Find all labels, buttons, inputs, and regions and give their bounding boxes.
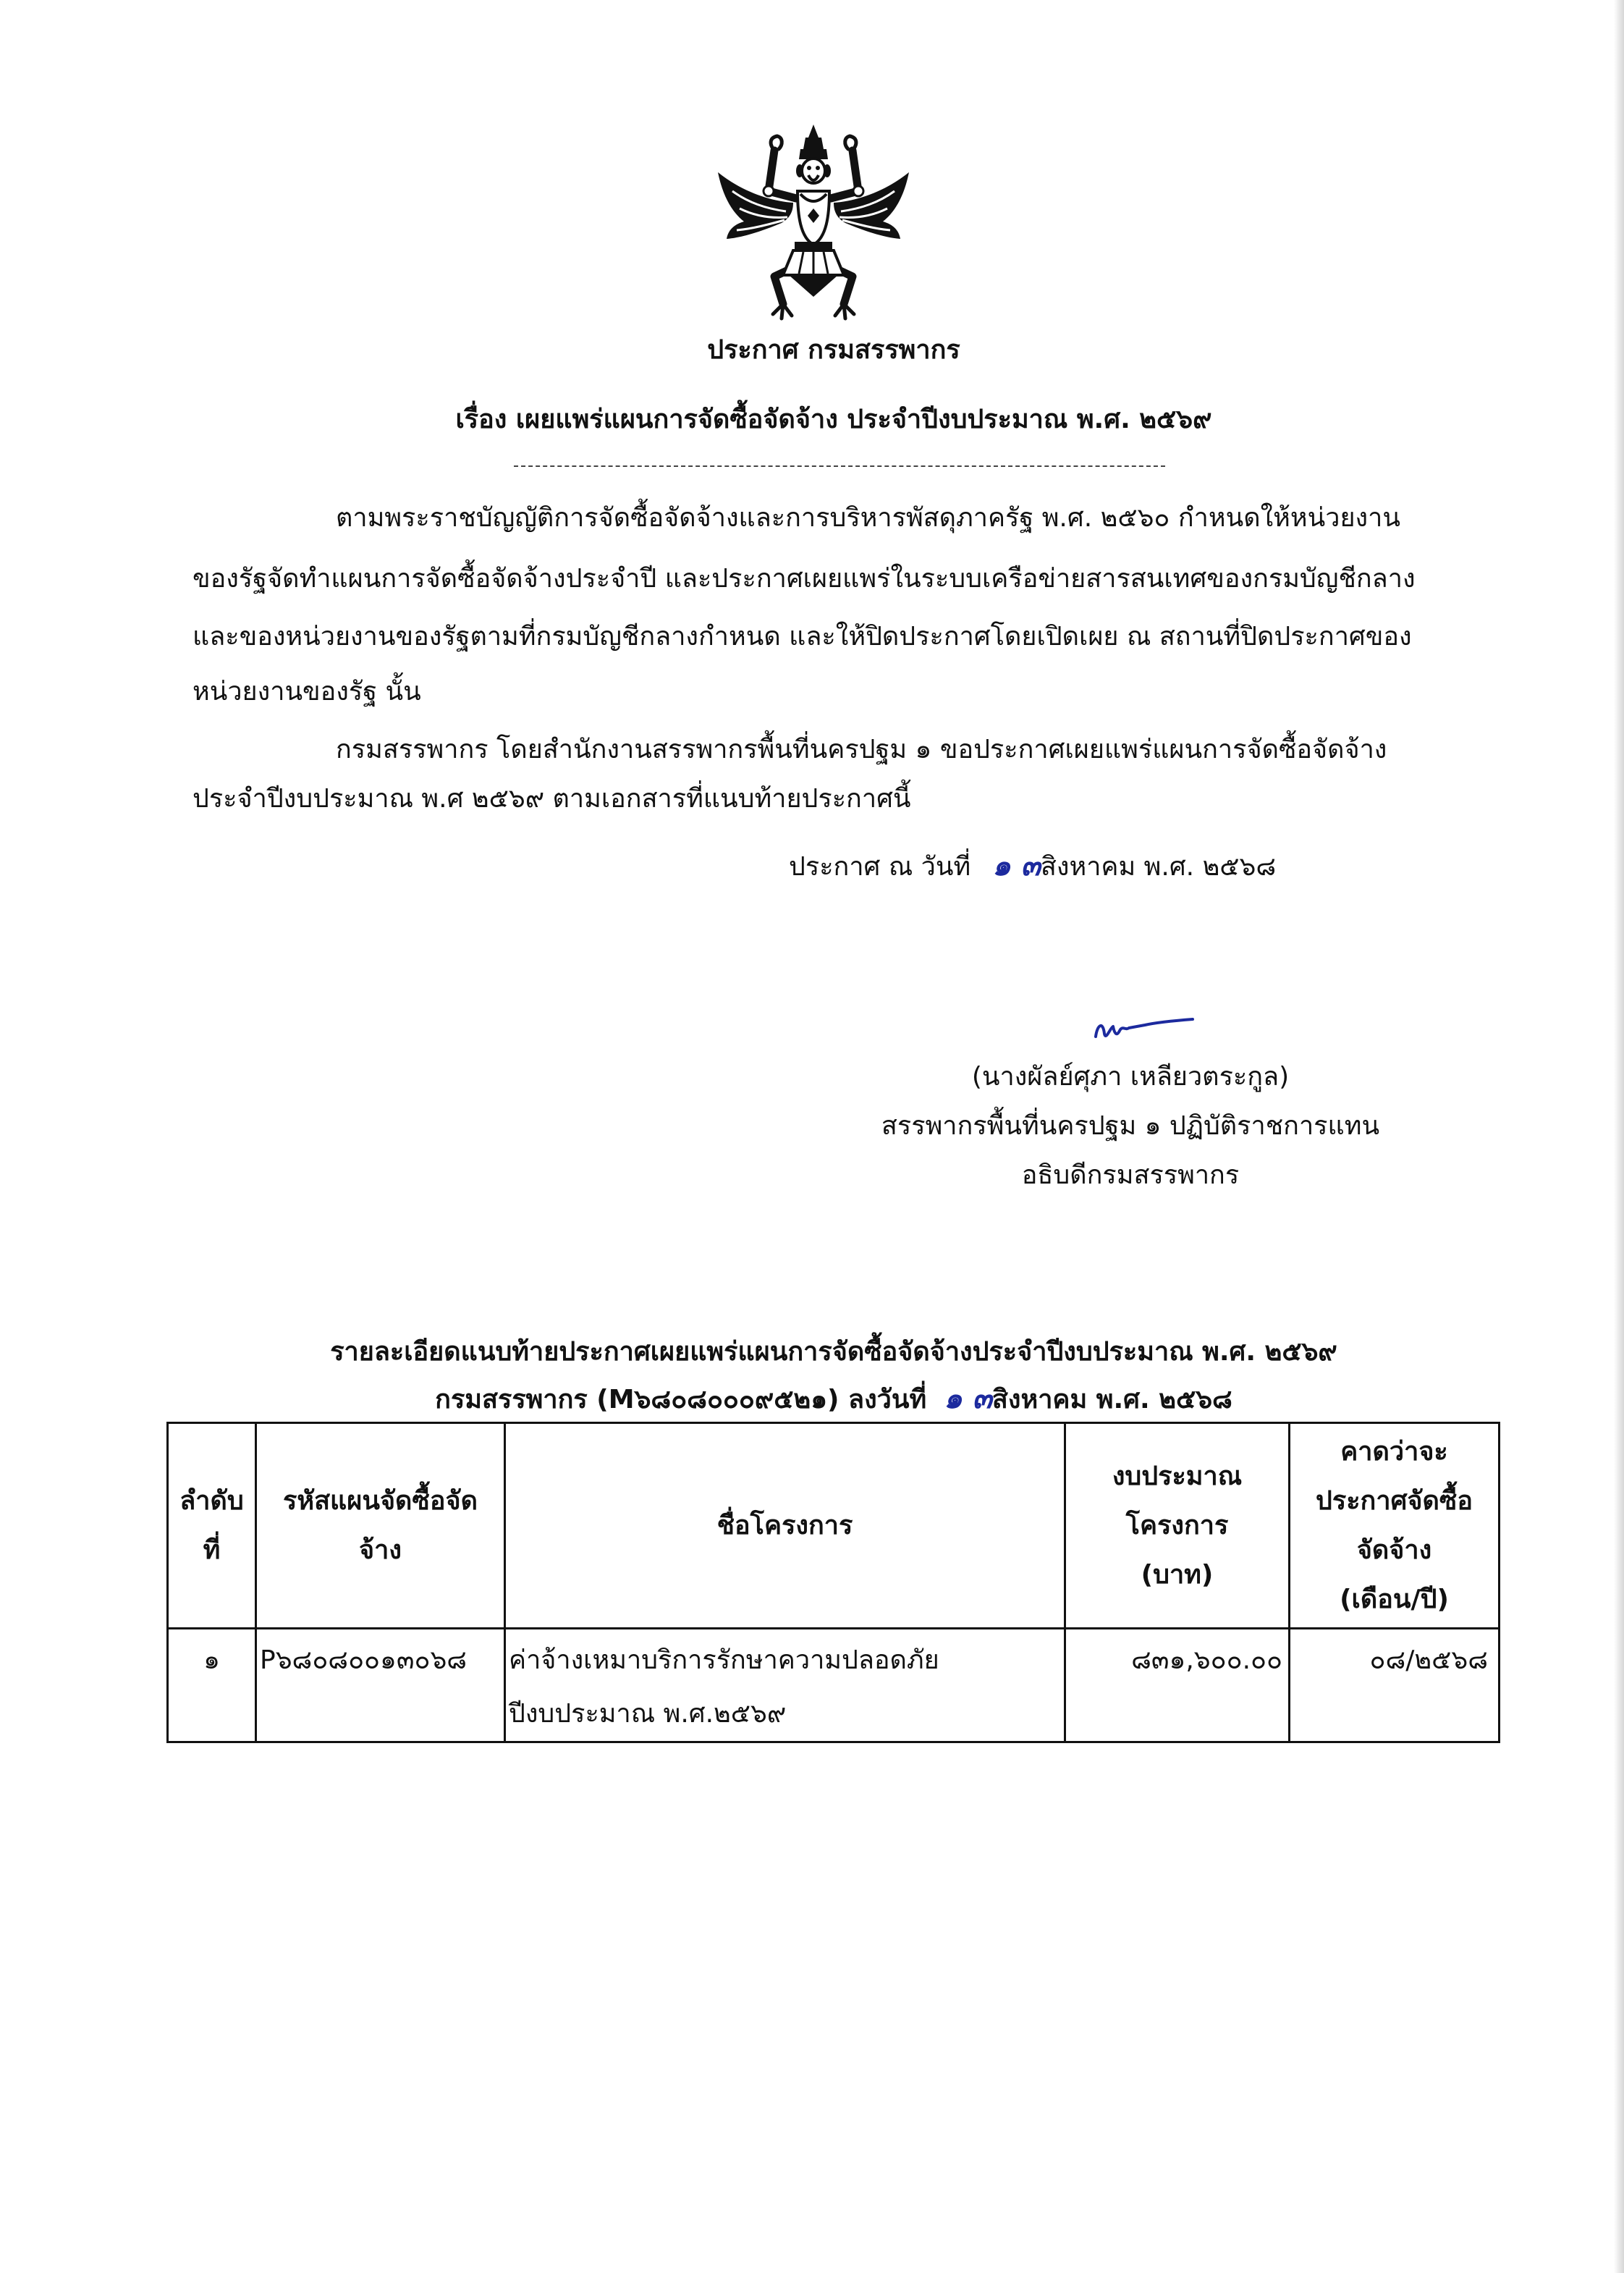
handwritten-day: ๑ ๓ [992, 849, 1041, 882]
cell-project-name [505, 1629, 1065, 1742]
paragraph2-line: กรมสรรพากร โดยสำนักงานสรรพากรพื้นที่นครปฐม ๑ ขอประกาศเผยแพร่แผนการจัดซื้อจัดจ้าง [336, 735, 1387, 764]
paragraph1-line: ของรัฐจัดทำแผนการจัดซื้อจัดจ้างประจำปี และประกาศเผยแพร่ในระบบเครือข่ายสารสนเทศของกรมบัญชีกลาง [193, 564, 1416, 594]
paragraph1-line: หน่วยงานของรัฐ นั้น [193, 677, 421, 707]
handwritten-day: ๑ ๓ [944, 1382, 992, 1415]
signatory-position: สรรพากรพื้นที่นครปฐม ๑ ปฏิบัติราชการแทน [881, 1111, 1380, 1141]
cell-expected-date: ๐๘/๒๕๖๘ [1290, 1629, 1500, 1742]
signatory-title: อธิบดีกรมสรรพากร [1021, 1160, 1240, 1190]
column-header-no [168, 1423, 256, 1629]
header-line: โครงการ [1125, 1510, 1229, 1540]
cell-no: ๑ [168, 1629, 256, 1742]
cell-plan-code: P๖๘๐๘๐๐๑๓๐๖๘ [256, 1629, 505, 1742]
header-line: รหัสแผนจัดซื้อจัด [283, 1485, 478, 1516]
announcement-date [789, 848, 1276, 883]
procurement-plan-table [166, 1422, 1500, 1743]
announcement-issuer: ประกาศ กรมสรรพากร [707, 335, 960, 365]
attachment-subtitle [43, 1381, 1624, 1416]
handwritten-signature-icon [1090, 1011, 1198, 1048]
table-header-row [168, 1423, 1500, 1629]
project-name-line: ค่าจ้างเหมาบริการรักษาความปลอดภัย [509, 1645, 939, 1675]
cell-budget: ๘๓๑,๖๐๐.๐๐ [1065, 1629, 1290, 1742]
date-suffix: สิงหาคม พ.ศ. ๒๕๖๘ [1040, 852, 1277, 882]
column-header-budget [1065, 1423, 1290, 1629]
header-line: ชื่อโครงการ [716, 1510, 853, 1540]
paragraph1-line: ตามพระราชบัญญัติการจัดซื้อจัดจ้างและการบริหารพัสดุภาครัฐ พ.ศ. ๒๕๖๐ กำหนดให้หน่วยงาน [336, 503, 1400, 533]
scan-edge-shadow [1614, 0, 1624, 2273]
subtitle-prefix: กรมสรรพากร (M๖๘๐๘๐๐๐๙๕๒๑) ลงวันที่ [435, 1385, 927, 1414]
header-line: ลำดับ [179, 1485, 244, 1516]
announcement-subject: เรื่อง เผยแพร่แผนการจัดซื้อจัดจ้าง ประจำปีงบประมาณ พ.ศ. ๒๕๖๙ [455, 405, 1212, 434]
subtitle-suffix: สิงหาคม พ.ศ. ๒๕๖๘ [991, 1385, 1232, 1414]
header-line: (บาท) [1141, 1559, 1214, 1590]
table-row [168, 1629, 1500, 1742]
header-line: งบประมาณ [1112, 1461, 1243, 1491]
header-line: คาดว่าจะ [1340, 1436, 1448, 1467]
paragraph1-line: และของหน่วยงานของรัฐตามที่กรมบัญชีกลางกำหนด และให้ปิดประกาศโดยเปิดเผย ณ สถานที่ปิดประกาศของ [193, 622, 1412, 651]
dashed-separator [514, 465, 1165, 467]
header-line: จัดจ้าง [1356, 1535, 1432, 1565]
column-header-expected-date [1290, 1423, 1500, 1629]
project-name-line: ปีงบประมาณ พ.ศ.๒๕๖๙ [509, 1699, 787, 1729]
signatory-name: (นางผัลย์ศุภา เหลียวตระกูล) [971, 1062, 1290, 1092]
column-header-plan-code [256, 1423, 505, 1629]
header-line: ประกาศจัดซื้อ [1316, 1485, 1473, 1516]
header-line: (เดือน/ปี) [1340, 1584, 1449, 1614]
paragraph2-line: ประจำปีงบประมาณ พ.ศ ๒๕๖๙ ตามเอกสารที่แนบท้ายประกาศนี้ [193, 784, 911, 814]
header-line: ที่ [203, 1535, 221, 1565]
attachment-title: รายละเอียดแนบท้ายประกาศเผยแพร่แผนการจัดซื้อจัดจ้างประจำปีงบประมาณ พ.ศ. ๒๕๖๙ [330, 1337, 1337, 1367]
date-prefix: ประกาศ ณ วันที่ [789, 852, 971, 882]
column-header-project-name [505, 1423, 1065, 1629]
header-line: จ้าง [359, 1535, 402, 1565]
garuda-emblem-icon [712, 122, 915, 332]
